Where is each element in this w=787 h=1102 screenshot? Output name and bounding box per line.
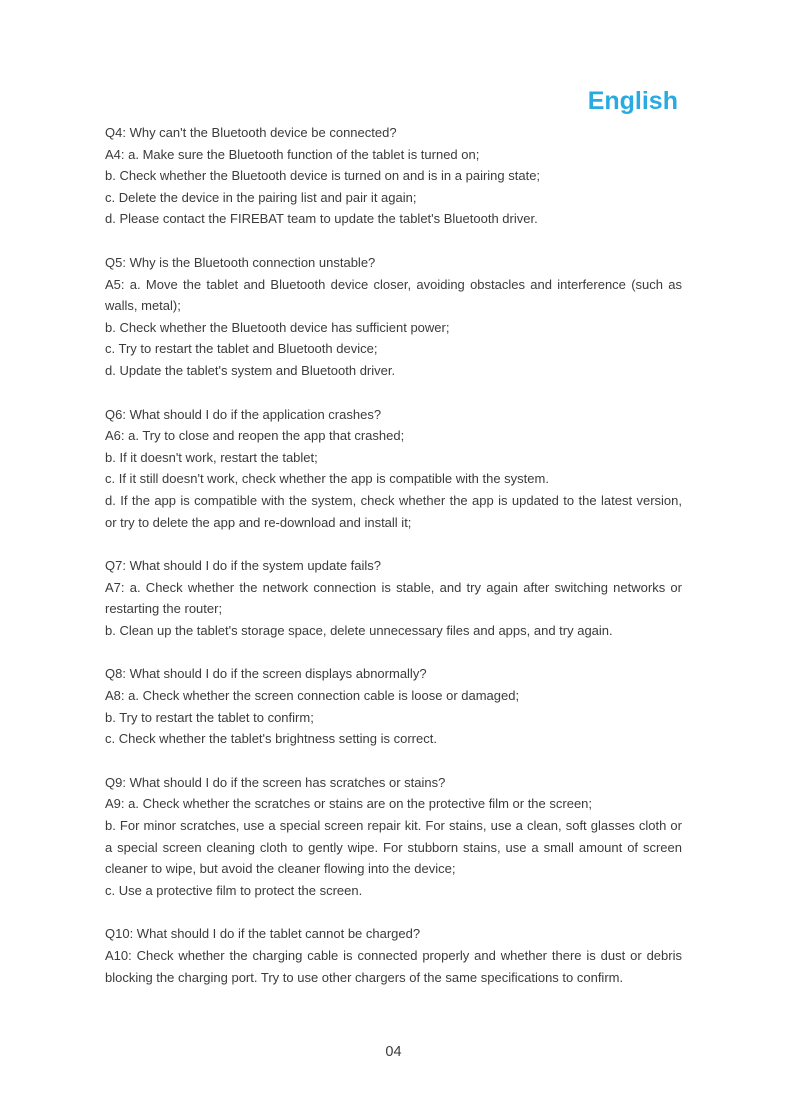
faq-answer-line: d. Update the tablet's system and Bluetooth driver.	[105, 362, 396, 378]
faq-block-q5	[105, 252, 682, 382]
faq-answer-line: c. If it still doesn't work, check whether the app is compatible with the system.	[105, 471, 549, 487]
page-footer	[0, 1044, 787, 1060]
faq-question: Q8: What should I do if the screen displays abnormally?	[105, 666, 427, 682]
faq-block-q10	[105, 923, 682, 988]
faq-answer-line: A9: a. Check whether the scratches or stains are on the protective film or the screen;	[105, 796, 593, 812]
faq-answer-line: c. Check whether the tablet's brightness setting is correct.	[105, 731, 437, 747]
faq-question: Q5: Why is the Bluetooth connection unstable?	[105, 254, 376, 270]
faq-answer-line: A6: a. Try to close and reopen the app that crashed;	[105, 428, 405, 444]
faq-answer-line: b. Clean up the tablet's storage space, delete unnecessary files and apps, and try again.	[105, 622, 613, 638]
faq-question: Q10: What should I do if the tablet cannot be charged?	[105, 926, 421, 942]
faq-answer-line: b. For minor scratches, use a special screen repair kit. For stains, use a clean, soft glasses cloth or a special screen cleaning cloth to gently wipe. For stubborn stains, use a small amount of screen cleaner to wipe, but avoid the cleaner flowing into the device;	[105, 818, 682, 877]
faq-answer-line: b. If it doesn't work, restart the tablet;	[105, 449, 318, 465]
faq-answer-line: d. If the app is compatible with the system, check whether the app is updated to the latest version, or try to delete the app and re-download and install it;	[105, 492, 682, 530]
faq-question: Q4: Why can't the Bluetooth device be connected?	[105, 125, 397, 140]
page-title: English	[587, 87, 678, 115]
faq-answer-line: b. Check whether the Bluetooth device is turned on and is in a pairing state;	[105, 168, 541, 184]
faq-answer-line: A8: a. Check whether the screen connection cable is loose or damaged;	[105, 688, 520, 704]
faq-answer-line: c. Use a protective film to protect the screen.	[105, 882, 363, 898]
faq-question: Q9: What should I do if the screen has scratches or stains?	[105, 774, 446, 790]
faq-answer-line: A10: Check whether the charging cable is connected properly and whether there is dust or debris blocking the charging port. Try to use other chargers of the same specifications to confirm.	[105, 948, 682, 985]
faq-block-q9	[105, 772, 682, 902]
faq-content	[105, 122, 682, 1010]
faq-answer-line: A5: a. Move the tablet and Bluetooth device closer, avoiding obstacles and interference (such as walls, metal);	[105, 276, 682, 314]
faq-question: Q7: What should I do if the system update fails?	[105, 558, 382, 574]
faq-answer-line: c. Delete the device in the pairing list and pair it again;	[105, 189, 417, 205]
faq-question: Q6: What should I do if the application crashes?	[105, 406, 382, 422]
faq-block-q8	[105, 663, 682, 749]
faq-block-q7	[105, 555, 682, 641]
faq-answer-line: A7: a. Check whether the network connection is stable, and try again after switching networks or restarting the router;	[105, 579, 682, 617]
faq-answer-line: b. Try to restart the tablet to confirm;	[105, 709, 314, 725]
faq-answer-line: A4: a. Make sure the Bluetooth function of the tablet is turned on;	[105, 146, 480, 162]
faq-answer-line: d. Please contact the FIREBAT team to update the tablet's Bluetooth driver.	[105, 211, 538, 227]
faq-block-q4	[105, 122, 682, 230]
faq-answer-line: c. Try to restart the tablet and Bluetooth device;	[105, 341, 378, 357]
faq-block-q6	[105, 404, 682, 534]
faq-answer-line: b. Check whether the Bluetooth device has sufficient power;	[105, 319, 450, 335]
page-number: 04	[385, 1044, 402, 1060]
